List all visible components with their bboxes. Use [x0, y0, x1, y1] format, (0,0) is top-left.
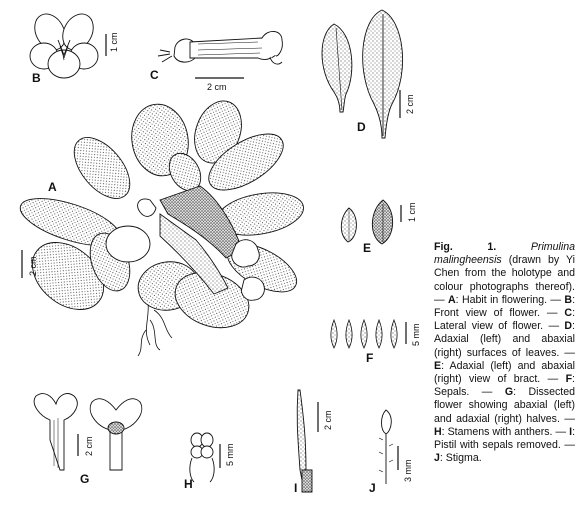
panel-b-flower-front: [29, 9, 106, 78]
caption-key-c: C: [564, 307, 573, 320]
panel-i-pistil: [297, 390, 318, 492]
caption-part-f: Sepals.: [434, 386, 470, 399]
panel-letter-h: H: [184, 477, 193, 491]
caption-key-h: H: [434, 425, 442, 438]
panel-letter-a: A: [48, 180, 57, 194]
figure-caption: Fig. 1. Primulina malingheensis (drawn by Yi Chen from the holotype and colour photographs thereof). — A: Habit in flowering. — B: Front view of flower. — C: Lateral view of flower. — D: Adaxial (left) and abaxial (right) surfaces of leaves. — E: Adaxial (left) and abaxial (right) view of bract. — F: Sepals. — G: Dissected flower showing abaxial (left) and adaxial (right) halves. — H: Stamens with anthers. — I: Pistil with sepals removed. — J: Stigma.: [434, 241, 576, 465]
panel-g-dissected-flower: [34, 394, 142, 470]
panel-letter-b: B: [32, 71, 41, 85]
scale-label-g: 2 cm: [84, 436, 94, 456]
panel-f-sepals: [331, 320, 406, 348]
panel-letter-c: C: [150, 68, 159, 82]
caption-fig-label: Fig. 1.: [434, 241, 497, 253]
caption-part-j: Stigma.: [445, 452, 482, 465]
caption-part-h: Stamens with anthers.: [447, 425, 553, 438]
panel-d-leaves: [322, 10, 403, 138]
panel-j-stigma: [379, 410, 398, 484]
panel-letter-d: D: [357, 120, 366, 134]
panel-h-stamens: [190, 433, 220, 482]
scale-label-e: 1 cm: [407, 202, 417, 222]
caption-part-c: Lateral view of flower.: [434, 320, 544, 333]
caption-part-b: Front view of flower.: [434, 307, 541, 320]
scale-label-b: 1 cm: [109, 32, 119, 52]
caption-key-i: I: [569, 425, 573, 438]
caption-key-e: E: [434, 359, 442, 372]
panel-letter-j: J: [369, 481, 376, 495]
caption-credit: (drawn by Yi Chen from the holotype and colour photographs thereof).: [434, 254, 575, 293]
caption-part-e: Adaxial (left) and abaxial (right) view of bract.: [434, 359, 575, 386]
scale-label-f: 5 mm: [411, 323, 421, 346]
panel-letter-i: I: [294, 481, 298, 495]
panel-letter-f: F: [366, 351, 374, 365]
caption-key-d: D: [564, 320, 573, 333]
caption-part-d: Adaxial (left) and abaxial (right) surfaces of leaves.: [434, 333, 575, 359]
panel-letter-g: G: [80, 472, 90, 486]
scale-label-i: 2 cm: [323, 410, 333, 430]
panel-e-bracts: [341, 200, 401, 244]
caption-key-f: F: [565, 373, 573, 386]
caption-key-a: A: [447, 293, 456, 306]
scale-label-j: 3 mm: [403, 459, 413, 482]
caption-species-name: Primulina malingheensis: [434, 241, 575, 267]
caption-part-a: Habit in flowering.: [461, 293, 548, 306]
caption-key-g: G: [504, 386, 514, 399]
scale-label-d: 2 cm: [405, 94, 415, 114]
scale-label-h: 5 mm: [225, 443, 235, 466]
caption-part-g: Dissected flower showing abaxial (left) and adaxial (right) halves.: [434, 386, 576, 425]
scale-label-a: 2 cm: [28, 256, 38, 276]
panel-letter-e: E: [363, 241, 372, 255]
caption-key-b: B: [564, 293, 573, 306]
panel-c-flower-lateral: [158, 31, 282, 78]
caption-key-j: J: [434, 452, 440, 465]
scale-label-c: 2 cm: [207, 82, 227, 92]
caption-part-i: Pistil with sepals removed.: [434, 439, 561, 452]
